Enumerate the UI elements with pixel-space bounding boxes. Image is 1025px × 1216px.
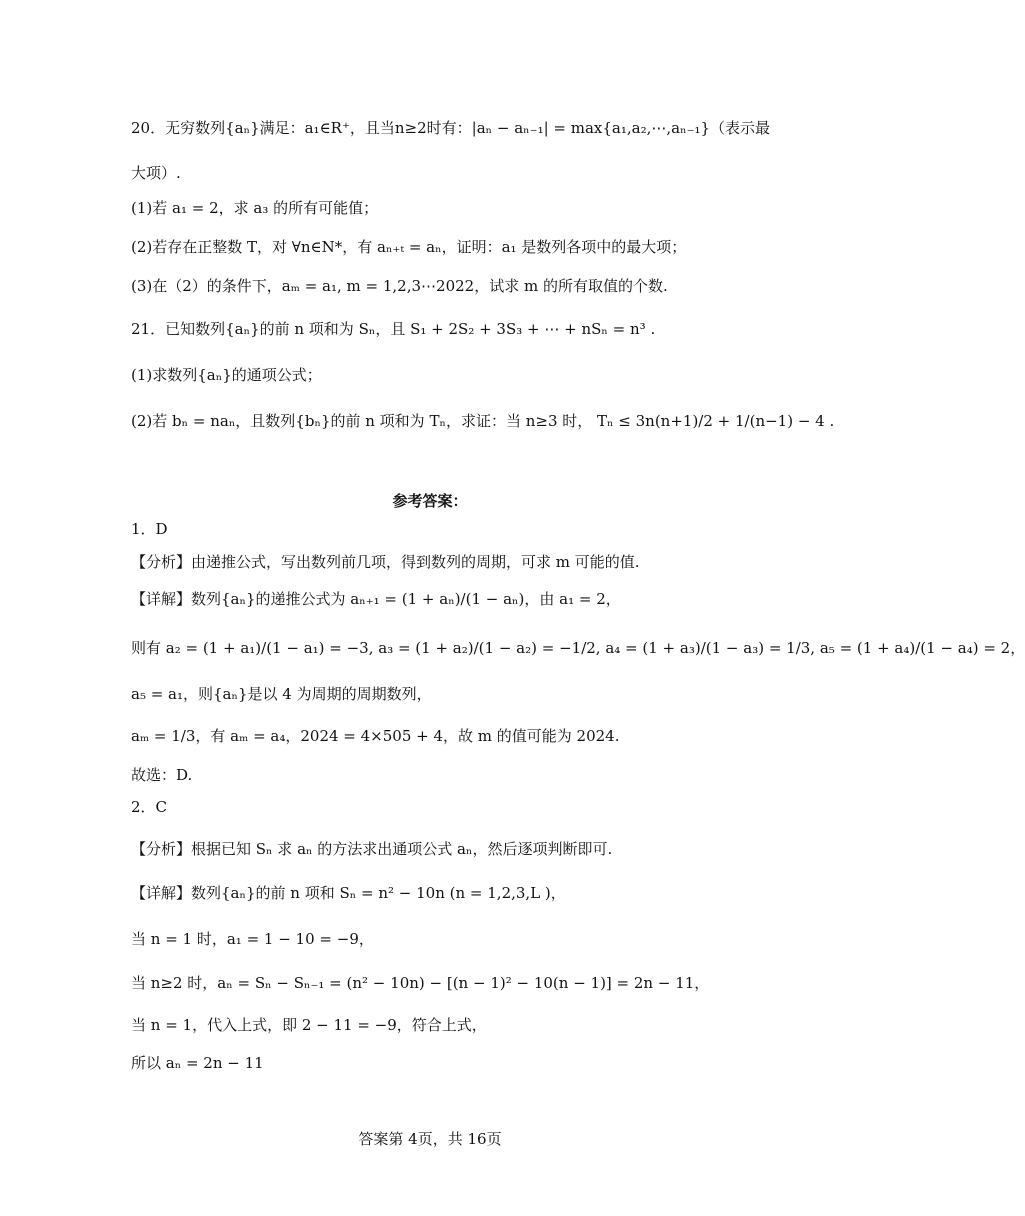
problem-20-question-1: (1)若 a₁ = 2，求 a₃ 的所有可能值； [131,199,379,217]
problem-20-intro-line1: 20．无穷数列{aₙ}满足：a₁∈R⁺，且当n≥2时有：|aₙ − aₙ₋₁| = max{a₁,a₂,⋯,aₙ₋₁}（表示最 [131,119,771,137]
problem-21-question-2: (2)若 bₙ = naₙ，且数列{bₙ}的前 n 项和为 Tₙ，求证：当 n≥3 时， Tₙ ≤ 3n(n+1)/2 + 1/(n−1) − 4 . [131,412,835,430]
answer-1-then: 则有 a₂ = (1 + a₁)/(1 − a₁) = −3, a₃ = (1 + a₂)/(1 − a₂) = −1/2, a₄ = (1 + a₃)/(1 − a₃) = 1/3, a₅ = (1 + a₄)/(1 − a₄) = 2， [131,639,1025,657]
answer-1-detail: 【详解】数列{aₙ}的递推公式为 aₙ₊₁ = (1 + aₙ)/(1 − aₙ)，由 a₁ = 2， [131,590,621,608]
answer-2-case-2: 当 n≥2 时，aₙ = Sₙ − Sₙ₋₁ = (n² − 10n) − [(n − 1)² − 10(n − 1)] = 2n − 11， [131,974,710,992]
answer-1-value: aₘ = 1/3，有 aₘ = a₄，2024 = 4×505 + 4，故 m 的值可能为 2024. [131,727,620,745]
page-footer: 答案第 4页，共 16页 [358,1130,502,1148]
answer-1-label: 1．D [131,520,168,538]
problem-21-intro: 21．已知数列{aₙ}的前 n 项和为 Sₙ，且 S₁ + 2S₂ + 3S₃ + ⋯ + nSₙ = n³ . [131,320,656,338]
problem-21-question-1: (1)求数列{aₙ}的通项公式； [131,366,322,384]
answer-1-period: a₅ = a₁，则{aₙ}是以 4 为周期的周期数列， [131,685,432,703]
answer-1-analysis: 【分析】由递推公式，写出数列前几项，得到数列的周期，可求 m 可能的值. [131,553,640,571]
problem-20-intro-line2: 大项）. [131,164,181,182]
answer-2-detail: 【详解】数列{aₙ}的前 n 项和 Sₙ = n² − 10n (n = 1,2,3,L )， [131,884,566,902]
answers-heading: 参考答案： [392,492,468,510]
answer-2-case-1: 当 n = 1 时，a₁ = 1 − 10 = −9， [131,930,374,948]
problem-20-question-2: (2)若存在正整数 T，对 ∀n∈N*，有 aₙ₊ₜ = aₙ，证明：a₁ 是数列各项中的最大项； [131,238,687,256]
problem-20-question-3: (3)在（2）的条件下，aₘ = a₁, m = 1,2,3⋯2022，试求 m 的所有取值的个数. [131,277,668,295]
answer-2-check: 当 n = 1，代入上式，即 2 − 11 = −9，符合上式， [131,1016,487,1034]
answer-2-label: 2．C [131,798,168,816]
answer-1-choice: 故选：D. [131,766,193,784]
answer-2-result: 所以 aₙ = 2n − 11 [131,1054,264,1072]
answer-2-analysis: 【分析】根据已知 Sₙ 求 aₙ 的方法求出通项公式 aₙ，然后逐项判断即可. [131,840,613,858]
